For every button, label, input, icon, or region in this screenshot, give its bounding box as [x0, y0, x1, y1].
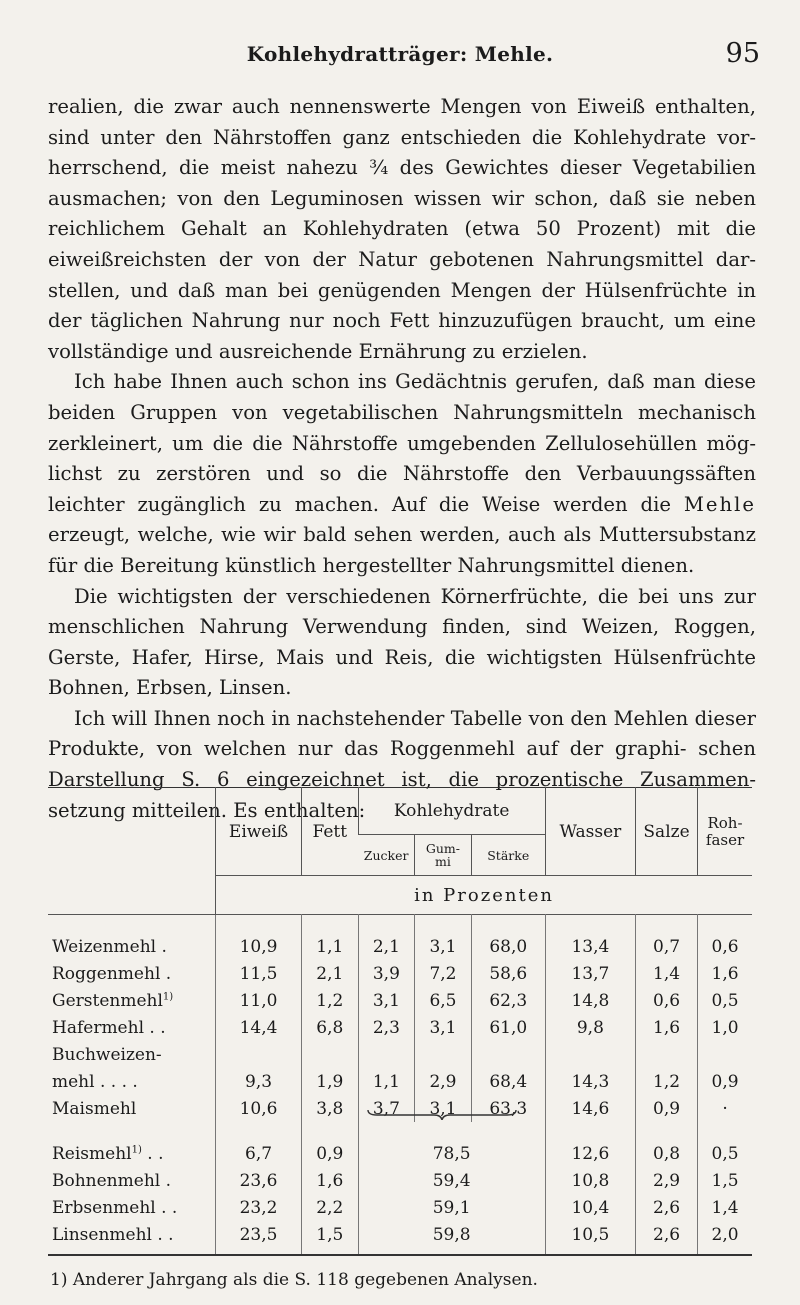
cell-empty: [545, 1041, 635, 1068]
row-label: Linsenmehl . .: [52, 1224, 174, 1245]
cell-fett: 3,8: [302, 1095, 359, 1122]
cell-salze: 2,6: [636, 1221, 698, 1255]
cell-staerke: 68,0: [471, 915, 545, 961]
cell-fett: 2,2: [302, 1194, 359, 1221]
row-label: Buchweizen-: [52, 1044, 162, 1065]
header-fett: Fett: [302, 788, 359, 876]
cell-empty: [698, 1041, 752, 1068]
cell-rohfaser: 0,9: [698, 1068, 752, 1095]
cell-wasser: 14,6: [545, 1095, 635, 1122]
cell-fett: 6,8: [302, 1014, 359, 1041]
page-number: 95: [725, 38, 760, 69]
table-row: [48, 1194, 752, 1221]
cell-gummi: 3,1: [415, 1014, 472, 1041]
cell-zucker: 1,1: [358, 1068, 415, 1095]
footnote-marker: 1): [131, 1143, 142, 1155]
cell-staerke: 61,0: [471, 1014, 545, 1041]
cell-wasser: 10,4: [545, 1194, 635, 1221]
cell-wasser: 14,8: [545, 987, 635, 1014]
running-header: [40, 38, 760, 76]
cell-salze: 1,2: [636, 1068, 698, 1095]
cell-rohfaser: 1,6: [698, 960, 752, 987]
row-label: Maismehl: [52, 1098, 137, 1119]
cell-wasser: 13,4: [545, 915, 635, 961]
cell-salze: 2,9: [636, 1167, 698, 1194]
row-label: [48, 1122, 216, 1167]
cell-rohfaser: 0,6: [698, 915, 752, 961]
cell-kohlehydrate-total: [358, 1122, 545, 1167]
header-wasser: Wasser: [545, 788, 635, 876]
cell-rohfaser: 2,0: [698, 1221, 752, 1255]
cell-fett: 1,5: [302, 1221, 359, 1255]
table-row: [48, 1014, 752, 1041]
cell-kohlehydrate-total: 59,4: [358, 1167, 545, 1194]
paragraph-3: Die wichtigsten der verschiedenen Körnerfrüchte, die bei uns zur menschlichen Nahrung Verwendung finden, sind Weizen, Roggen, Gerste, Hafer, Hirse, Mais und Reis, die wichtigsten Hülsenfrüchte Bohnen, Erbsen, Linsen.: [48, 584, 756, 700]
cell-kohlehydrate-total: 59,1: [358, 1194, 545, 1221]
header-zucker: Zucker: [363, 847, 409, 863]
cell-empty: [471, 1041, 545, 1068]
row-label-text: Gerstenmehl: [52, 990, 163, 1011]
cell-eiweiss: 23,6: [216, 1167, 302, 1194]
cell-eiweiss: 23,2: [216, 1194, 302, 1221]
row-label-text: Reismehl: [52, 1143, 132, 1164]
cell-eiweiss: 6,7: [216, 1122, 302, 1167]
cell-salze: 1,4: [636, 960, 698, 987]
cell-rohfaser: 0,5: [698, 1122, 752, 1167]
cell-fett: 1,1: [302, 915, 359, 961]
row-label: Weizenmehl .: [52, 936, 167, 957]
row-label: Hafermehl . .: [52, 1017, 166, 1038]
cell-rohfaser: ·: [698, 1095, 752, 1122]
row-label: mehl . . . .: [52, 1071, 138, 1092]
cell-staerke: 68,4: [471, 1068, 545, 1095]
cell-salze: 0,6: [636, 987, 698, 1014]
footnote-marker: 1): [162, 990, 174, 1002]
cell-empty: [358, 1041, 415, 1068]
cell-rohfaser: 1,0: [698, 1014, 752, 1041]
cell-rohfaser: 1,5: [698, 1167, 752, 1194]
cell-eiweiss: 11,5: [216, 960, 302, 987]
table-row: [48, 1167, 752, 1194]
header-salze: Salze: [636, 788, 698, 876]
cell-empty: [216, 1041, 302, 1068]
row-label: [48, 987, 216, 1014]
kohlehydrate-total-value: 78,5: [432, 1143, 471, 1164]
brace-icon: [367, 1110, 517, 1120]
header-unit-blank: [48, 876, 216, 915]
header-gummi: Gum- mi: [415, 835, 472, 876]
cell-fett: 1,9: [302, 1068, 359, 1095]
running-title: Kohlehydratträger: Mehle.: [246, 42, 554, 66]
cell-staerke: 63,3: [471, 1095, 545, 1122]
cell-eiweiss: 10,9: [216, 915, 302, 961]
cell-eiweiss: 9,3: [216, 1068, 302, 1095]
cell-salze: 1,6: [636, 1014, 698, 1041]
cell-salze: 0,7: [636, 915, 698, 961]
table-row: [48, 1221, 752, 1255]
cell-empty: [302, 1041, 359, 1068]
paragraph-2-part-b: erzeugt, welche, wie wir bald sehen werden, auch als Muttersubstanz für die Bereitung künstlich hergestellter Nahrungsmittel dienen.: [48, 523, 756, 577]
row-label-dots: . .: [141, 1143, 164, 1164]
cell-wasser: 10,8: [545, 1167, 635, 1194]
cell-kohlehydrate-total: 59,8: [358, 1221, 545, 1255]
cell-zucker: 2,3: [358, 1014, 415, 1041]
paragraph-2-part-a: Ich habe Ihnen auch schon ins Gedächtnis gerufen, daß man diese beiden Gruppen von vegetabilischen Nahrungsmitteln mechanisch zerkleinert, um die die Nährstoffe umgebenden Zellulosehüllen mög- lichst zu zerstören und so die Nährstoffe den Verbauungssäften leichter zugänglich zu machen. Auf die Weise werden die: [48, 370, 756, 516]
row-label: Roggenmehl .: [52, 963, 172, 984]
paragraph-2: [48, 367, 756, 581]
cell-wasser: 12,6: [545, 1122, 635, 1167]
cell-fett: 1,6: [302, 1167, 359, 1194]
cell-fett: 0,9: [302, 1122, 359, 1167]
composition-table: [48, 787, 752, 1256]
cell-wasser: 10,5: [545, 1221, 635, 1255]
cell-gummi: 3,1: [415, 1095, 472, 1122]
table-row: [48, 1122, 752, 1167]
cell-salze: 2,6: [636, 1194, 698, 1221]
cell-eiweiss: 14,4: [216, 1014, 302, 1041]
cell-salze: 0,9: [636, 1095, 698, 1122]
table-row: [48, 915, 752, 961]
header-unit-row: in Prozenten: [216, 876, 752, 915]
header-kohlehydrate: Kohlehydrate: [358, 788, 545, 835]
cell-fett: 1,2: [302, 987, 359, 1014]
table-row: [48, 987, 752, 1014]
table-row: [48, 960, 752, 987]
paragraph-4: Ich will Ihnen noch in nachstehender Tabelle von den Mehlen dieser Produkte, von welchen nur das Roggenmehl auf der graphi- schen Darstellung S. 6 eingezeichnet ist, die prozentische Zusammen- setzung mitteilen. Es enthalten:: [48, 706, 756, 822]
cell-gummi: 6,5: [415, 987, 472, 1014]
cell-salze: 0,8: [636, 1122, 698, 1167]
table-row: [48, 1041, 752, 1068]
cell-eiweiss: 10,6: [216, 1095, 302, 1122]
table-row: [48, 1068, 752, 1095]
cell-rohfaser: 0,5: [698, 987, 752, 1014]
cell-eiweiss: 11,0: [216, 987, 302, 1014]
cell-staerke: 62,3: [471, 987, 545, 1014]
row-label: Bohnenmehl .: [52, 1170, 172, 1191]
cell-zucker: 3,9: [358, 960, 415, 987]
cell-staerke: 58,6: [471, 960, 545, 987]
footnote: 1) Anderer Jahrgang als die S. 118 gegebenen Analysen.: [50, 1270, 538, 1290]
header-blank: [48, 788, 216, 876]
cell-gummi: 3,1: [415, 915, 472, 961]
cell-empty: [636, 1041, 698, 1068]
cell-fett: 2,1: [302, 960, 359, 987]
cell-wasser: 14,3: [545, 1068, 635, 1095]
cell-gummi: 7,2: [415, 960, 472, 987]
cell-wasser: 13,7: [545, 960, 635, 987]
term-mehle: Mehle: [683, 492, 756, 516]
header-eiweiss: Eiweiß: [216, 788, 302, 876]
cell-eiweiss: 23,5: [216, 1221, 302, 1255]
cell-gummi: 2,9: [415, 1068, 472, 1095]
header-rohfaser: Roh- faser: [698, 788, 752, 876]
cell-zucker: 2,1: [358, 915, 415, 961]
table-body: [48, 915, 752, 1256]
cell-zucker: 3,1: [358, 987, 415, 1014]
cell-wasser: 9,8: [545, 1014, 635, 1041]
paragraph-1: realien, die zwar auch nennenswerte Mengen von Eiweiß enthalten, sind unter den Nährstoffen ganz entschieden die Kohlehydrate vor- herrschend, die meist nahezu ¾ des Gewichtes dieser Vegetabilien ausmachen; von den Leguminosen wissen wir schon, daß sie neben reichlichem Gehalt an Kohlehydraten (etwa 50 Prozent) mit die eiweißreichsten der von der Natur gebotenen Nahrungsmittel dar- stellen, und daß man bei genügenden Mengen der Hülsenfrüchte in der täglichen Nahrung nur noch Fett hinzuzufügen braucht, um eine vollständige und ausreichende Ernährung zu erzielen.: [48, 95, 756, 363]
cell-empty: [415, 1041, 472, 1068]
cell-rohfaser: 1,4: [698, 1194, 752, 1221]
row-label: Erbsenmehl . .: [52, 1197, 178, 1218]
cell-zucker: 3,7: [358, 1095, 415, 1122]
body-text: [48, 92, 756, 826]
header-staerke: Stärke: [471, 835, 545, 876]
